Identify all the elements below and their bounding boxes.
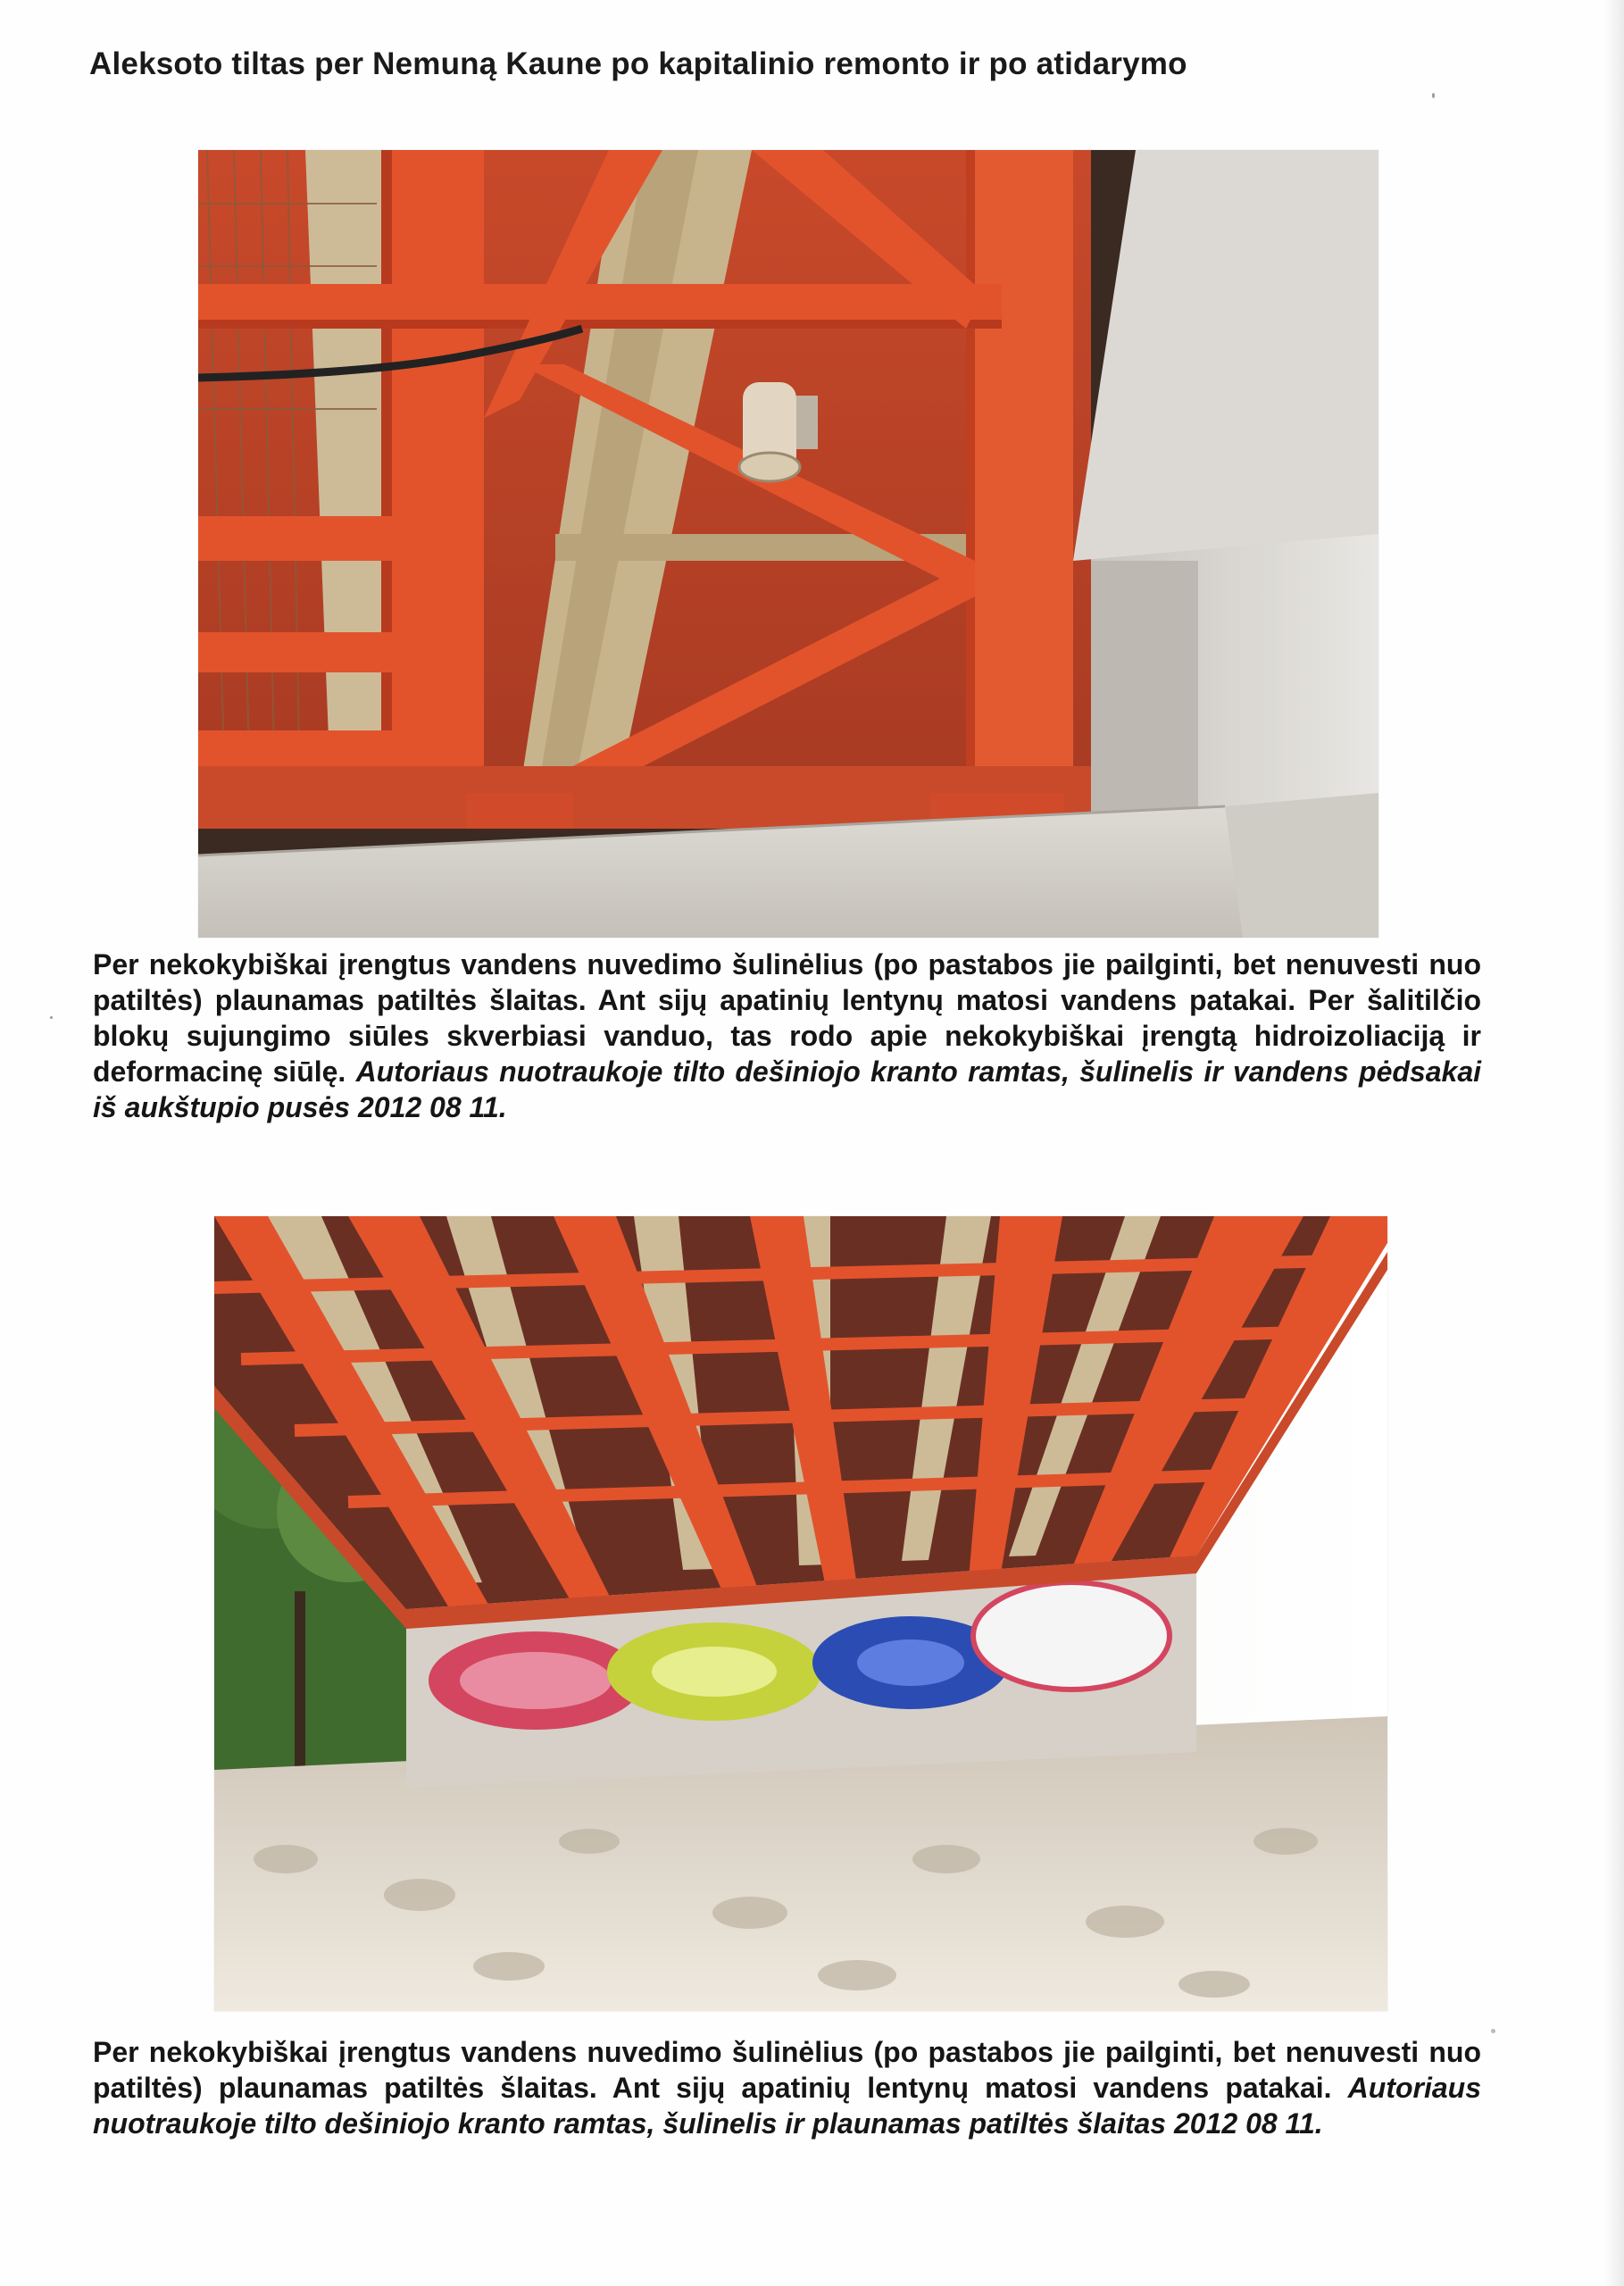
caption-1-text: Per nekokybiškai įrengtus vandens nuvedimo šulinėlius (po pastabos jie pailginti, bet nenuvesti nuo patiltės) plaunamas patiltės šlaitas. Ant sijų apatinių lentynų matosi vandens patakai. Per šalitilčio blokų sujungimo siūles skverbiasi vanduo, tas rodo apie nekokybiškai įrengtą hidroizoliaciją ir deformacinę siūlę. bbox=[93, 948, 1481, 1088]
caption-photo-2 bbox=[93, 2034, 1481, 2141]
scan-speck bbox=[50, 1016, 53, 1019]
scan-edge bbox=[1603, 0, 1624, 2286]
photo-bridge-underside-drain bbox=[198, 150, 1378, 938]
caption-2-text: Per nekokybiškai įrengtus vandens nuvedimo šulinėlius (po pastabos jie pailginti, bet nenuvesti nuo patiltės) plaunamas patiltės šlaitas. Ant sijų apatinių lentynų matosi vandens patakai. bbox=[93, 2036, 1481, 2104]
page-title: Aleksoto tiltas per Nemuną Kaune po kapitalinio remonto ir po atidarymo bbox=[89, 46, 1187, 81]
caption-2-italic: Autoriaus nuotraukoje tilto dešiniojo kranto ramtas, šulinelis ir plaunamas patiltės šlaitas 2012 08 11. bbox=[93, 2072, 1481, 2140]
scan-speck bbox=[1432, 93, 1435, 98]
scan-speck bbox=[1491, 2029, 1495, 2033]
caption-1-italic: Autoriaus nuotraukoje tilto dešiniojo kranto ramtas, šulinelis ir vandens pėdsakai iš aukštupio pusės 2012 08 11. bbox=[93, 1055, 1482, 1123]
photo-bridge-abutment-graffiti bbox=[214, 1216, 1387, 2011]
caption-photo-1 bbox=[93, 947, 1481, 1125]
